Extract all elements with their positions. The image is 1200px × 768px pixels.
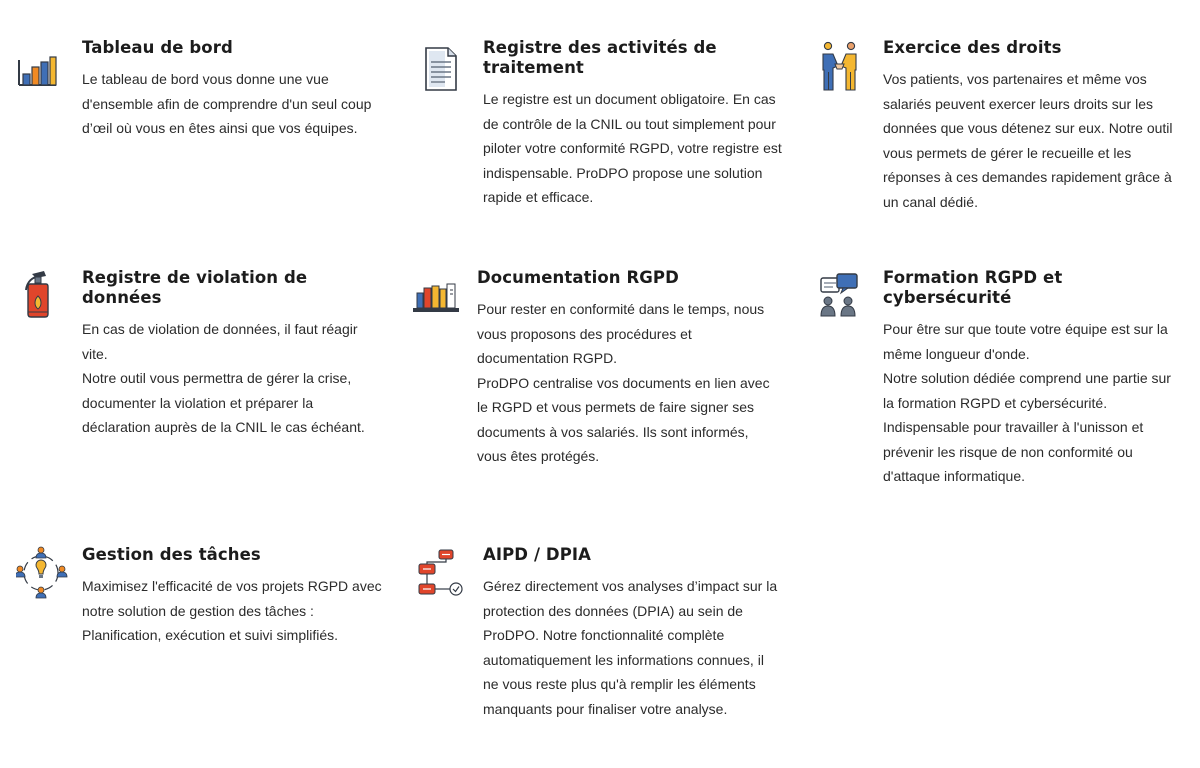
document-icon [417, 38, 473, 94]
team-idea-icon [16, 545, 72, 601]
bar-chart-icon [16, 38, 72, 94]
feature-title: Registre de violation de données [82, 268, 308, 307]
flowchart-icon [417, 545, 473, 601]
feature-description: Vos patients, vos partenaires et même vos salariés peuvent exercer leurs droits sur les données que vous détenez sur eux. Notre outil vous permets de gérer le recueille et les réponses à ces demandes rapidement grâce à un canal dédié. [883, 71, 1173, 210]
feature-description: Le registre est un document obligatoire. En cas de contrôle de la CNIL ou tout simplement pour piloter votre conformité RGPD, votre registre est indispensable. ProDPO propose une solution rapide et efficace. [483, 91, 782, 205]
training-icon [817, 268, 873, 324]
fire-extinguisher-icon [16, 268, 72, 324]
feature-title: AIPD / DPIA [483, 545, 592, 564]
feature-title: Formation RGPD et cybersécurité [883, 268, 1063, 307]
feature-description: Maximisez l'efficacité de vos projets RGPD avec notre solution de gestion des tâches : Planification, exécution et suivi simplifiés. [82, 578, 382, 643]
feature-description: Pour rester en conformité dans le temps, nous vous proposons des procédures et documentation RGPD. ProDPO centralise vos documents en lien avec le RGPD et vous permets de faire signer ses documents à vos salariés. Ils sont informés, vous êtes protégés. [477, 301, 770, 464]
feature-title: Registre des activités de traitement [483, 38, 717, 77]
feature-title: Tableau de bord [82, 38, 233, 57]
feature-title: Exercice des droits [883, 38, 1062, 57]
feature-description: Pour être sur que toute votre équipe est sur la même longueur d'onde. Notre solution dédiée comprend une partie sur la formation RGPD et cybersécurité. Indispensable pour travailler à l'unisson et prévenir les risque de non conformité ou d'attaque informatique. [883, 321, 1171, 484]
feature-description: Gérez directement vos analyses d’impact sur la protection des données (DPIA) au sein de ProDPO. Notre fonctionnalité complète automatiquement les informations connues, il ne vous reste plus qu'à remplir les éléments manquants pour finaliser votre analyse. [483, 578, 778, 717]
feature-title: Documentation RGPD [477, 268, 679, 287]
handshake-icon [817, 38, 873, 94]
books-icon [411, 268, 467, 324]
feature-description: Le tableau de bord vous donne une vue d'ensemble afin de comprendre d'un seul coup d’œil où vous en êtes ainsi que vos équipes. [82, 71, 372, 136]
feature-description: En cas de violation de données, il faut réagir vite. Notre outil vous permettra de gérer la crise, documenter la violation et préparer la déclaration auprès de la CNIL le cas échéant. [82, 321, 365, 435]
feature-title: Gestion des tâches [82, 545, 261, 564]
